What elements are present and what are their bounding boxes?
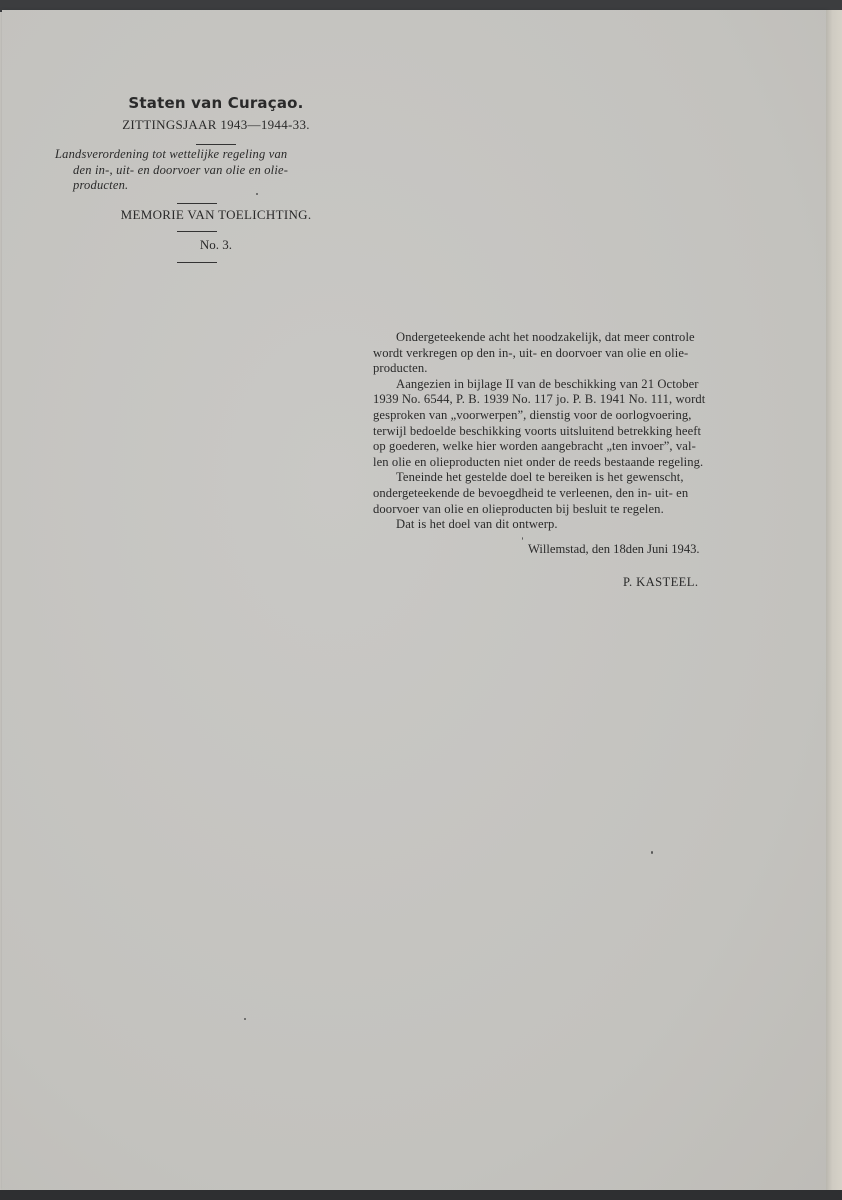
body-line: Teneinde het gestelde doel te bereiken is het gewenscht, <box>396 470 684 485</box>
body-line: wordt verkregen op den in-, uit- en doorvoer van olie en olie- <box>373 345 689 360</box>
session-year: ZITTINGSJAAR 1943—1944-33. <box>122 117 310 132</box>
document-heading <box>40 92 392 145</box>
body-line: op goederen, welke hier worden aangebracht „ten invoer”, val- <box>373 439 696 454</box>
document-title: Staten van Curaçao. <box>128 94 304 112</box>
subject-line: den in-, uit- en doorvoer van olie en olie- <box>73 162 289 177</box>
place-and-date: Willemstad, den 18den Juni 1943. <box>528 542 700 556</box>
document-number: No. 3. <box>199 237 233 252</box>
signatory-name: P. KASTEEL. <box>623 575 699 589</box>
body-line: producten. <box>373 361 428 376</box>
divider-rule <box>177 231 217 232</box>
body-line: 1939 No. 6544, P. B. 1939 No. 117 jo. P. B. 1941 No. 111, wordt <box>373 392 706 407</box>
body-paragraph <box>373 517 783 533</box>
subject-heading <box>55 147 345 194</box>
body-paragraph <box>373 377 783 471</box>
body-line: Aangezien in bijlage II van de beschikking van 21 October <box>396 376 699 391</box>
paper-speck <box>651 851 653 854</box>
body-line: len olie en olieproducten niet onder de reeds bestaande regeling. <box>373 454 704 469</box>
body-line: terwijl bedoelde beschikking voorts uitsluitend betrekking heeft <box>373 423 702 438</box>
body-paragraph <box>373 470 783 517</box>
memorie-heading: MEMORIE VAN TOELICHTING. <box>120 207 312 222</box>
paper-speck <box>256 193 258 195</box>
divider-rule <box>196 144 236 145</box>
body-paragraph <box>373 330 783 377</box>
body-line: gesproken van „voorwerpen”, dienstig voor de oorlogvoering, <box>373 407 692 422</box>
paper-speck <box>244 1018 246 1020</box>
memorandum-body <box>373 330 783 533</box>
divider-rule <box>177 262 217 263</box>
divider-rule <box>177 203 217 204</box>
paper-speck <box>522 537 523 540</box>
body-line: doorvoer van olie en olieproducten bij besluit te regelen. <box>373 501 664 516</box>
subject-line: Landsverordening tot wettelijke regeling van <box>55 147 288 161</box>
paper-right-edge <box>826 10 842 1200</box>
body-line: ondergeteekende de bevoegdheid te verleenen, den in- uit- en <box>373 485 689 500</box>
scan-bottom-border <box>0 1190 842 1200</box>
body-line: Dat is het doel van dit ontwerp. <box>396 517 558 532</box>
subject-line: producten. <box>73 178 129 192</box>
body-line: Ondergeteekende acht het noodzakelijk, dat meer controle <box>396 330 695 344</box>
